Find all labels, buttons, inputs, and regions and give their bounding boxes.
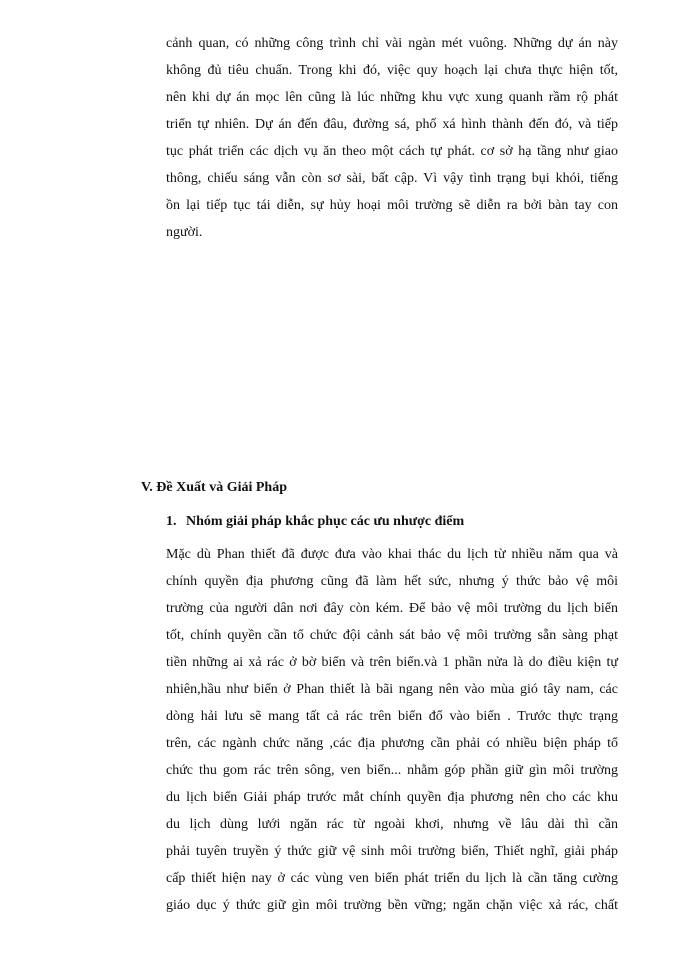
text-line: giáo dục ý thức giữ gìn môi trường bền vững; ngăn chặn việc xả rác, chất: [166, 898, 618, 913]
text-line: nên khi dự án mọc lên cũng là lúc những khu vực xung quanh rầm rộ phát: [166, 90, 618, 105]
subsection-heading: [166, 512, 464, 532]
text-line: phải tuyên truyền ý thức giữ vệ sinh môi trường biển, Thiết nghĩ, giải pháp: [166, 844, 618, 859]
text-line: cấp thiết hiện nay ở các vùng ven biển phát triển du lịch là cần tăng cường: [166, 871, 618, 886]
text-line: người.: [166, 225, 203, 240]
text-line: tục phát triển các dịch vụ ăn theo một cách tự phát. cơ sở hạ tầng như giao: [166, 144, 618, 159]
paragraph-environment-impact: [166, 30, 618, 246]
text-line: thông, chiếu sáng vẫn còn sơ sài, bất cập. Vì vậy tình trạng bụi khói, tiếng: [166, 171, 618, 186]
section-heading: V. Đề Xuất và Giải Pháp: [141, 480, 287, 495]
text-line: dòng hải lưu sẽ mang tất cả rác trên biển đổ vào biển . Trước thực trạng: [166, 709, 618, 724]
text-line: trường của người dân nơi đây còn kém. Để bảo vệ môi trường du lịch biển: [166, 601, 618, 616]
text-line: du lịch dùng lưới ngăn rác từ ngoài khơi, nhưng về lâu dài thì cần: [166, 817, 618, 832]
text-line: nhiên,hầu như biển ở Phan thiết là bãi ngang nên vào mùa gió tây nam, các: [166, 682, 618, 697]
text-line: trên, các ngành chức năng ,các địa phương cần phải có nhiều biện pháp tổ: [166, 736, 618, 751]
paragraph-solutions: [166, 541, 618, 919]
text-line: cảnh quan, có những công trình chỉ vài ngàn mét vuông. Những dự án này: [166, 36, 618, 51]
text-line: không đủ tiêu chuẩn. Trong khi đó, việc quy hoạch lại chưa thực hiện tốt,: [166, 63, 618, 78]
text-line: Mặc dù Phan thiết đã được đưa vào khai thác du lịch từ nhiều năm qua và: [166, 547, 618, 562]
text-line: du lịch biển Giải pháp trước mắt chính quyền địa phương nên cho các khu: [166, 790, 618, 805]
text-line: tiền những ai xả rác ở bờ biển và trên biển.và 1 phần nửa là do điều kiện tự: [166, 655, 618, 670]
subsection-number: 1.: [166, 514, 177, 529]
subsection-title: Nhóm giải pháp khắc phục các ưu nhược điểm: [186, 514, 465, 529]
text-line: chính quyền địa phương cũng đã làm hết sức, nhưng ý thức bảo vệ môi: [166, 574, 618, 589]
text-line: ồn lại tiếp tục tái diễn, sự hủy hoại môi trường sẽ diễn ra bởi bàn tay con: [166, 198, 618, 213]
text-line: chức thu gom rác trên sông, ven biển... nhằm góp phần giữ gìn môi trường: [166, 763, 618, 778]
text-line: tốt, chính quyền cần tổ chức đội cảnh sát bảo vệ môi trường sẵn sàng phạt: [166, 628, 618, 643]
text-line: triển tự nhiên. Dự án đến đâu, đường sá, phố xá hình thành đến đó, và tiếp: [166, 117, 618, 132]
